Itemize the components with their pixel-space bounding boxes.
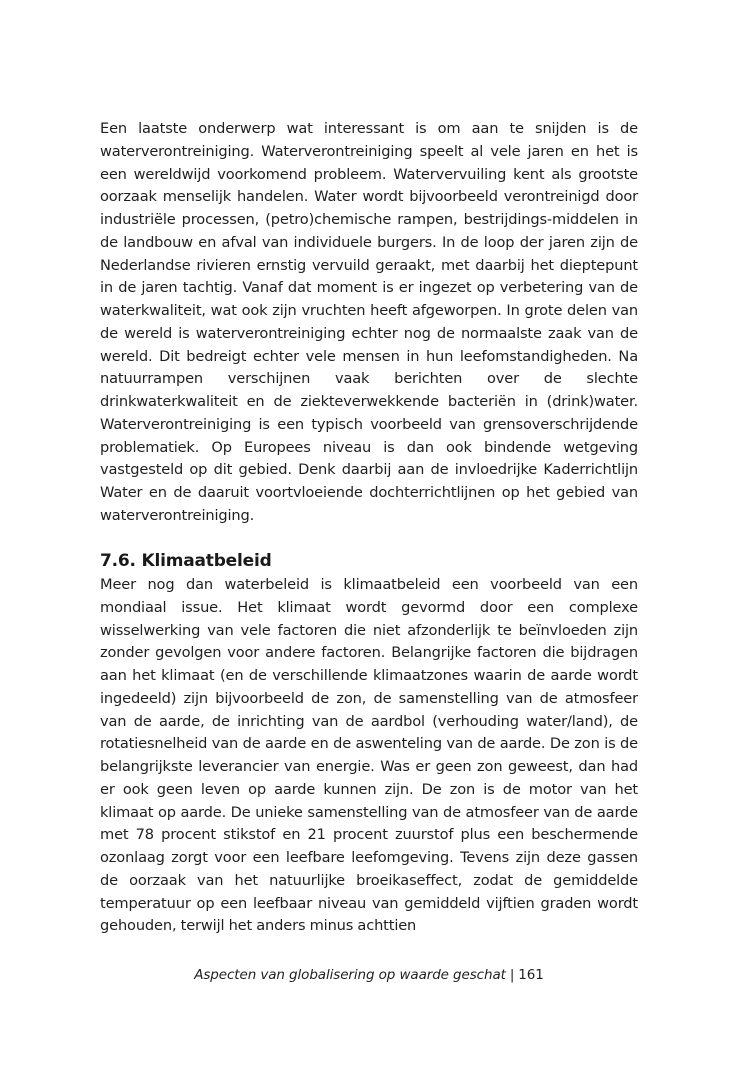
footer-book-title: Aspecten van globalisering op waarde geschat — [194, 967, 506, 983]
footer-separator: | — [509, 967, 515, 983]
page-number: 161 — [518, 967, 544, 983]
section-heading: 7.6. Klimaatbeleid — [100, 551, 272, 571]
page-footer — [0, 966, 738, 984]
body-paragraph-water-pollution: Een laatste onderwerp wat interessant is om aan te snijden is de waterverontreiniging. Waterverontreiniging speelt al vele jaren en het is een wereldwijd voorkomend probleem. Watervervuiling kent als grootste oorzaak menselijk handelen. Water wordt bijvoorbeeld verontreinigd door industriële processen, (petro)chemische rampen, bestrijdings-middelen in de landbouw en afval van individuele burgers. In de loop der jaren zijn de Nederlandse rivieren ernstig vervuild geraakt, met daarbij het dieptepunt in de jaren tachtig. Vanaf dat moment is er ingezet op verbetering van de waterkwaliteit, wat ook zijn vruchten heeft afgeworpen. In grote delen van de wereld is waterverontreiniging echter nog de normaalste zaak van de wereld. Dit bedreigt echter vele mensen in hun leefomstandigheden. Na natuurrampen verschijnen vaak berichten over de slechte drinkwaterkwaliteit en de ziekteverwekkende bacteriën in (drink)water. Waterverontreiniging is een typisch voorbeeld van grensoverschrijdende problematiek. Op Europees niveau is dan ook bindende wetgeving vastgesteld op dit gebied. Denk daarbij aan de invloedrijke Kaderrichtlijn Water en de daaruit voortvloeiende dochterrichtlijnen op het gebied van waterverontreiniging. — [100, 120, 638, 524]
body-paragraph-climate-policy: Meer nog dan waterbeleid is klimaatbeleid een voorbeeld van een mondiaal issue. Het klimaat wordt gevormd door een complexe wisselwerking van vele factoren die niet afzonderlijk te beïnvloeden zijn zonder gevolgen voor andere factoren. Belangrijke factoren die bijdragen aan het klimaat (en de verschillende klimaatzones waarin de aarde wordt ingedeeld) zijn bijvoorbeeld de zon, de samenstelling van de atmosfeer van de aarde, de inrichting van de aardbol (verhouding water/land), de rotatiesnelheid van de aarde en de aswenteling van de aarde. De zon is de belangrijkste leverancier van energie. Was er geen zon geweest, dan had er ook geen leven op aarde kunnen zijn. De zon is de motor van het klimaat op aarde. De unieke samenstelling van de atmosfeer van de aarde met 78 procent stikstof en 21 procent zuurstof plus een beschermende ozonlaag zorgt voor een leefbare leefomgeving. Tevens zijn deze gassen de oorzaak van het natuurlijke broeikaseffect, zodat de gemiddelde temperatuur op een leefbaar niveau van gemiddeld vijftien graden wordt gehouden, terwijl het anders minus achttien — [100, 576, 638, 935]
